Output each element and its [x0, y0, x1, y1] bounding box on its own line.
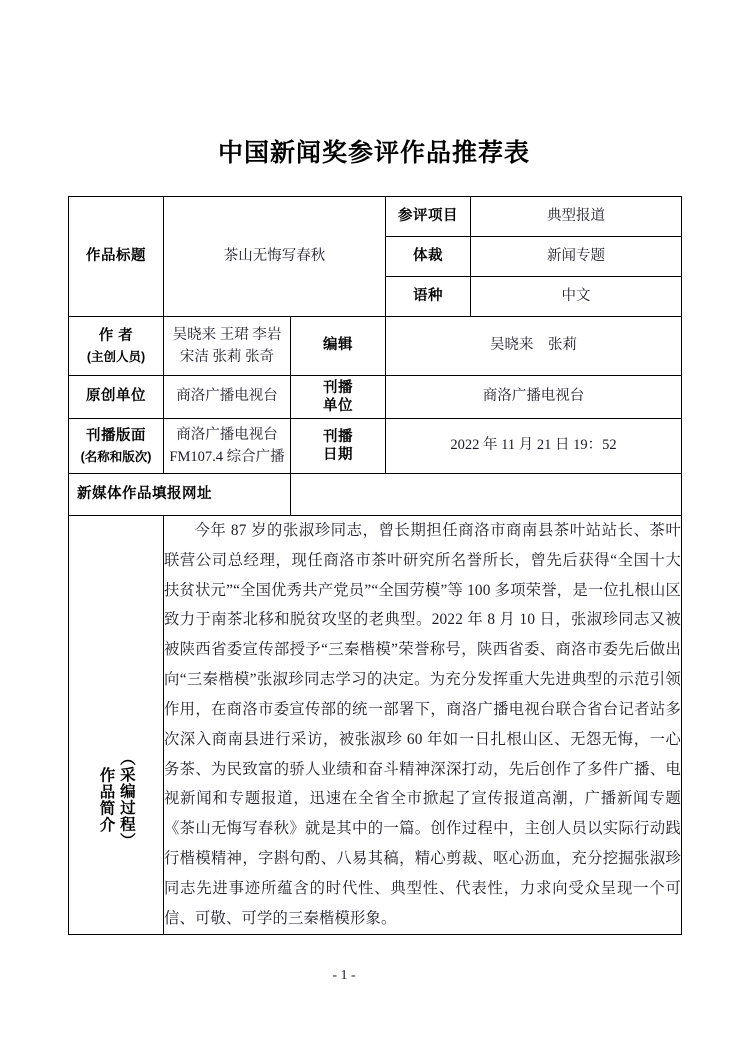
author-label-sub: (主创人员) — [86, 349, 146, 364]
table-row-broadcast-page — [69, 419, 682, 474]
broadcast-page-label — [69, 419, 164, 474]
page-title: 中国新闻奖参评作品推荐表 — [217, 139, 530, 167]
broadcast-date-label — [291, 419, 386, 474]
table-row-summary — [69, 516, 682, 935]
summary-paragraph: 今年 87 岁的张淑珍同志，曾长期担任商洛市商南县茶叶站站长、茶叶联营公司总经理，现任商洛市茶叶研究所名誉所长，曾先后获得“全国十大扶贫状元”“全国优秀共产党员”“全国劳模”等 100 多项荣誉，是一位扎根山区致力于南茶北移和脱贫攻坚的老典型。2022 年 8 月 10 日，张淑珍同志又被被陕西省委宣传部授予“三秦楷模”荣誉称号，陕西省委、商洛市委先后做出向“三秦楷模”张淑珍同志学习的决定。为充分发挥重大先进典型的示范引领作用，在商洛市委宣传部的统一部署下，商洛广播电视台联合省台记者站多次深入商南县进行采访，被张淑珍 60 年如一日扎根山区、无怨无悔，一心务茶、为民致富的骄人业绩和奋斗精神深深打动，先后创作了多件广播、电视新闻和专题报道，迅速在全省全市掀起了宣传报道高潮，广播新闻专题《茶山无悔写春秋》就是其中的一篇。创作过程中，主创人员以实际行动践行楷模精神，字斟句酌、八易其稿，精心剪裁、呕心沥血，充分挖掘张淑珍同志先进事迹所蕴含的时代性、典型性、代表性，力求向受众呈现一个可信、可敬、可学的三秦楷模形象。 — [164, 522, 681, 927]
broadcast-page-value-line-2: FM107.4 综合广播 — [169, 449, 285, 465]
table-row-new-media-url — [69, 474, 682, 516]
broadcast-page-label-sub: (名称和版次) — [80, 449, 152, 464]
author-value — [164, 317, 291, 376]
author-label — [69, 317, 164, 376]
summary-label-column-left: 作品简介 — [97, 766, 115, 833]
broadcast-date-label-line-2: 日期 — [323, 447, 353, 463]
genre-label: 体裁 — [386, 237, 471, 277]
author-label-main: 作 者 — [98, 327, 134, 344]
genre-value: 新闻专题 — [471, 237, 682, 277]
recommendation-form-table — [68, 196, 682, 935]
category-label: 参评项目 — [386, 197, 471, 237]
category-value: 典型报道 — [471, 197, 682, 237]
broadcast-unit-label-line-2: 单位 — [323, 398, 353, 414]
language-value: 中文 — [471, 277, 682, 317]
summary-vertical-label — [69, 600, 163, 849]
editor-value: 吴晓来 张莉 — [386, 317, 682, 376]
page-number-footer: - 1 - — [332, 968, 356, 983]
table-row-original-unit — [69, 376, 682, 419]
new-media-url-value — [291, 474, 682, 516]
broadcast-page-value — [164, 419, 291, 474]
work-title-value: 茶山无悔写春秋 — [164, 197, 386, 317]
new-media-url-label: 新媒体作品填报网址 — [69, 474, 291, 516]
broadcast-unit-value: 商洛广播电视台 — [386, 376, 682, 419]
author-line-1: 吴晓来 王珺 李岩 — [172, 326, 282, 343]
original-unit-label: 原创单位 — [69, 376, 164, 419]
broadcast-date-value: 2022 年 11 月 21 日 19：52 — [386, 419, 682, 474]
broadcast-page-value-line-1: 商洛广播电视台 — [176, 426, 278, 443]
summary-label-cell — [69, 516, 164, 935]
broadcast-unit-label-line-1: 刊播 — [323, 379, 353, 396]
language-label: 语种 — [386, 277, 471, 317]
original-unit-value: 商洛广播电视台 — [164, 376, 291, 419]
summary-label-column-right: （采编过程） — [117, 750, 135, 850]
broadcast-date-label-line-1: 刊播 — [323, 428, 353, 445]
table-row-category — [69, 197, 682, 237]
author-line-2: 宋洁 张莉 张奇 — [179, 349, 275, 365]
broadcast-page-label-main: 刊播版面 — [86, 427, 146, 444]
work-title-label: 作品标题 — [69, 197, 164, 317]
table-row-author — [69, 317, 682, 376]
editor-label: 编辑 — [291, 317, 386, 376]
summary-text-cell — [164, 516, 682, 935]
broadcast-unit-label — [291, 376, 386, 419]
